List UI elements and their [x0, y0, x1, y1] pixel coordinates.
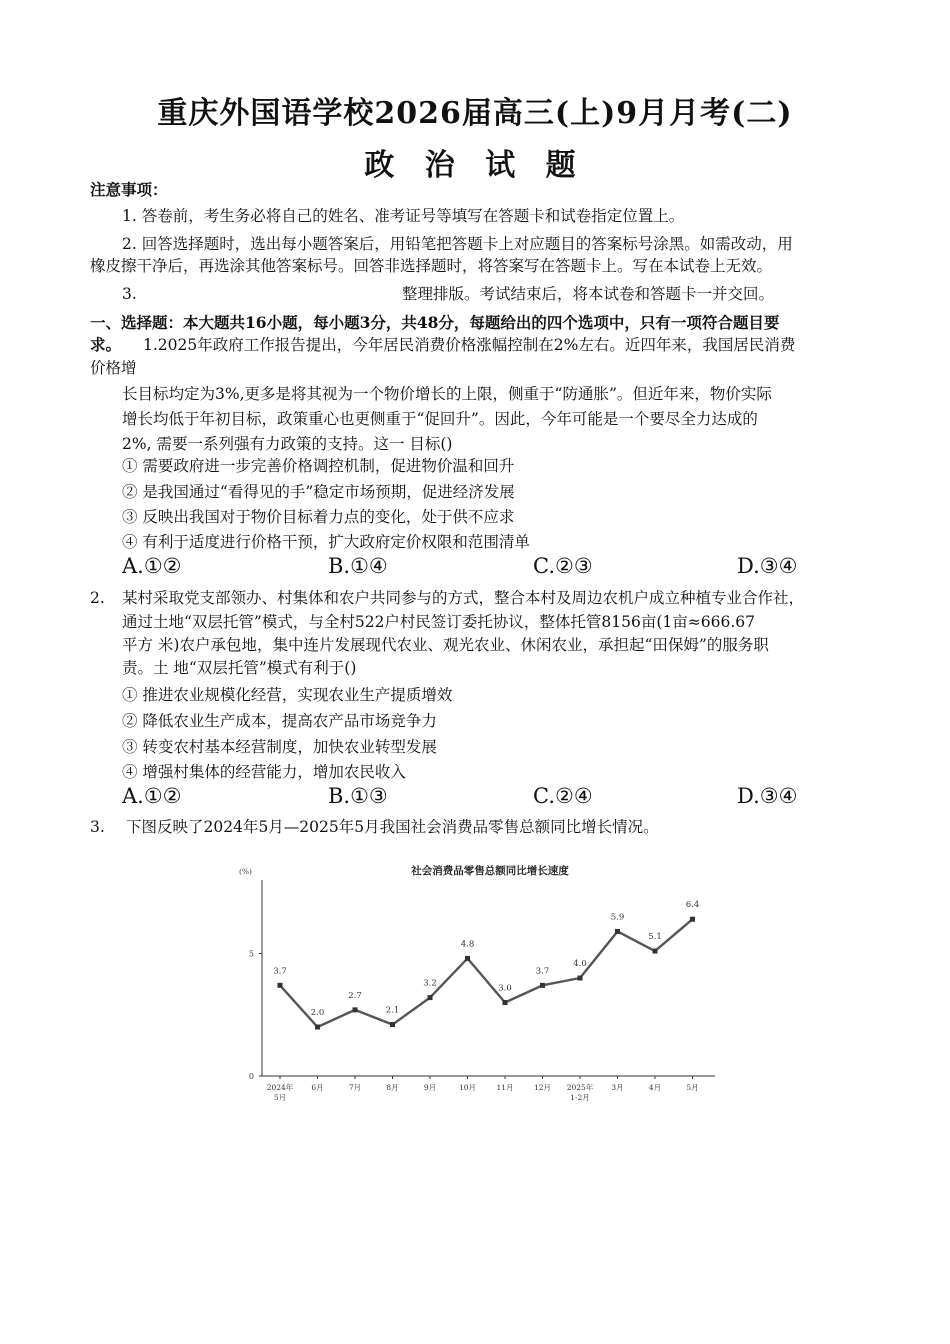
note-2-line-1: 2. 回答选择题时，选出每小题答案后，用铅笔把答题卡上对应题目的答案标号涂黑。如需改动，用 [122, 235, 793, 253]
chart-y-tick-label: 5 [248, 949, 254, 959]
q1-line-3: 长目标均定为3%,更多是将其视为一个物价增长的上限，侧重于“防通胀”。但近年来，物价实际 [122, 385, 772, 403]
chart-x-tick-label: 4月 [648, 1083, 662, 1092]
chart-x-tick-label: 10月 [458, 1083, 477, 1092]
q1-statement-2: ② 是我国通过“看得见的手”稳定市场预期，促进经济发展 [122, 483, 515, 501]
q2-line-4: 责。土 地“双层托管”模式有利于() [122, 659, 357, 677]
exam-title: 重庆外国语学校2026届高三(上)9月月考(二) [157, 96, 793, 131]
chart-data-label: 2.1 [385, 1005, 400, 1016]
chart-data-point [615, 929, 620, 934]
chart-data-point [428, 995, 433, 1000]
chart-data-label: 3.7 [273, 966, 287, 977]
chart-x-tick-label: 8月 [386, 1083, 399, 1092]
notes-heading: 注意事项： [90, 180, 168, 199]
exam-subject: 政 治 试 题 [364, 148, 586, 183]
q2-statement-1: ① 推进农业规模化经营，实现农业生产提质增效 [122, 686, 453, 704]
chart-data-point [578, 976, 583, 981]
chart-series-line [280, 919, 693, 1027]
q2-option-c: C.②④ [533, 784, 593, 808]
chart-x-tick-label: 2024年 [266, 1083, 294, 1092]
q1-statement-3: ③ 反映出我国对于物价目标着力点的变化，处于供不应求 [122, 508, 515, 526]
q2-line-1: 某村采取党支部领办、村集体和农户共同参与的方式，整合本村及周边农机户成立种植专业合作社， [122, 589, 805, 607]
chart-x-tick-label: 5月 [686, 1083, 699, 1092]
q3-number: 3. [90, 818, 105, 836]
chart-data-label: 5.9 [610, 912, 625, 923]
chart-data-label: 3.2 [423, 978, 437, 989]
note-3-text: 整理排版。考试结束后，将本试卷和答题卡一并交回。 [402, 285, 775, 303]
section1-heading-line-1: 一、选择题：本大题共16小题，每小题3分，共48分，每题给出的四个选项中，只有一项符合题目要 [90, 313, 780, 332]
note-2-line-2: 橡皮擦干净后，再选涂其他答案标号。回答非选择题时，将答案写在答题卡上。写在本试卷上无效。 [90, 257, 773, 275]
chart-data-label: 2.7 [348, 990, 362, 1001]
chart-x-tick-label: 9月 [423, 1083, 437, 1092]
chart-x-tick-label: 1-2月 [570, 1093, 590, 1102]
q1-option-a: A.①② [122, 554, 182, 578]
chart-x-tick-label: 2025年 [566, 1083, 594, 1092]
q1-option-d: D.③④ [737, 554, 798, 578]
chart-x-tick-label: 12月 [533, 1083, 552, 1092]
q3-line-1: 下图反映了2024年5月—2025年5月我国社会消费品零售总额同比增长情况。 [126, 818, 659, 836]
chart-x-tick-label: 7月 [348, 1083, 362, 1092]
chart-data-point [465, 956, 470, 961]
chart-data-label: 4.0 [573, 959, 587, 969]
chart-x-tick-label: 11月 [496, 1083, 514, 1092]
chart-data-point [315, 1025, 320, 1030]
chart-data-label: 4.8 [460, 939, 475, 950]
chart-data-point [278, 983, 283, 988]
section1-heading-line-2: 求。 [90, 335, 122, 354]
q2-option-a: A.①② [122, 784, 182, 808]
chart-data-label: 3.0 [498, 983, 512, 994]
q1-line-4: 增长均低于年初目标，政策重心也更侧重于“促回升”。因此，今年可能是一个要尽全力达成的 [122, 410, 758, 428]
chart-y-tick-label: 0 [248, 1072, 254, 1081]
q2-statement-2: ② 降低农业生产成本，提高农产品市场竞争力 [122, 712, 437, 730]
chart-data-point [540, 983, 545, 988]
chart-y-unit-label: (%) [239, 867, 252, 876]
chart-data-point [690, 917, 695, 922]
chart-x-tick-label: 3月 [611, 1083, 624, 1092]
q1-statement-1: ① 需要政府进一步完善价格调控机制，促进物价温和回升 [122, 457, 515, 475]
chart-data-point [503, 1000, 508, 1005]
note-3-number: 3. [122, 285, 137, 303]
q1-line-5: 2%, 需要一系列强有力政策的支持。这一 目标() [122, 435, 453, 453]
chart-data-point [353, 1007, 358, 1012]
chart-data-point [390, 1022, 395, 1027]
q2-line-2: 通过土地“双层托管”模式，与全村522户村民签订委托协议，整体托管8156亩(1亩≈666.67 [122, 613, 756, 631]
chart-data-label: 6.4 [685, 900, 700, 911]
chart-data-label: 5.1 [648, 932, 662, 943]
note-1: 1. 答卷前，考生务必将自己的姓名、准考证号等填写在答题卡和试卷指定位置上。 [122, 207, 685, 225]
chart-data-label: 2.0 [310, 1008, 325, 1018]
q1-statement-4: ④ 有利于适度进行价格干预，扩大政府定价权限和范围清单 [122, 533, 530, 551]
q1-option-c: C.②③ [533, 554, 593, 578]
q2-option-d: D.③④ [737, 784, 798, 808]
chart-x-tick-label: 6月 [311, 1083, 324, 1092]
q2-option-b: B.①③ [328, 784, 388, 808]
q2-statement-4: ④ 增强村集体的经营能力，增加农民收入 [122, 763, 406, 781]
chart-x-tick-label: 5月 [273, 1093, 287, 1102]
q2-line-3: 平方 米)农户承包地，集中连片发展现代农业、观光农业、休闲农业，承担起“田保姆”的服务职 [122, 636, 769, 654]
q1-option-b: B.①④ [328, 554, 388, 578]
chart-data-label: 3.7 [535, 966, 550, 977]
chart-data-point [653, 949, 658, 954]
retail-sales-growth-chart [225, 855, 725, 1105]
q2-statement-3: ③ 转变农村基本经营制度，加快农业转型发展 [122, 738, 437, 756]
q1-line-1: 1.2025年政府工作报告提出，今年居民消费价格涨幅控制在2%左右。近四年来，我国居民消费 [143, 336, 796, 354]
q2-number: 2. [90, 589, 105, 607]
q1-line-2: 价格增 [90, 359, 137, 377]
chart-title: 社会消费品零售总额同比增长速度 [411, 865, 569, 877]
